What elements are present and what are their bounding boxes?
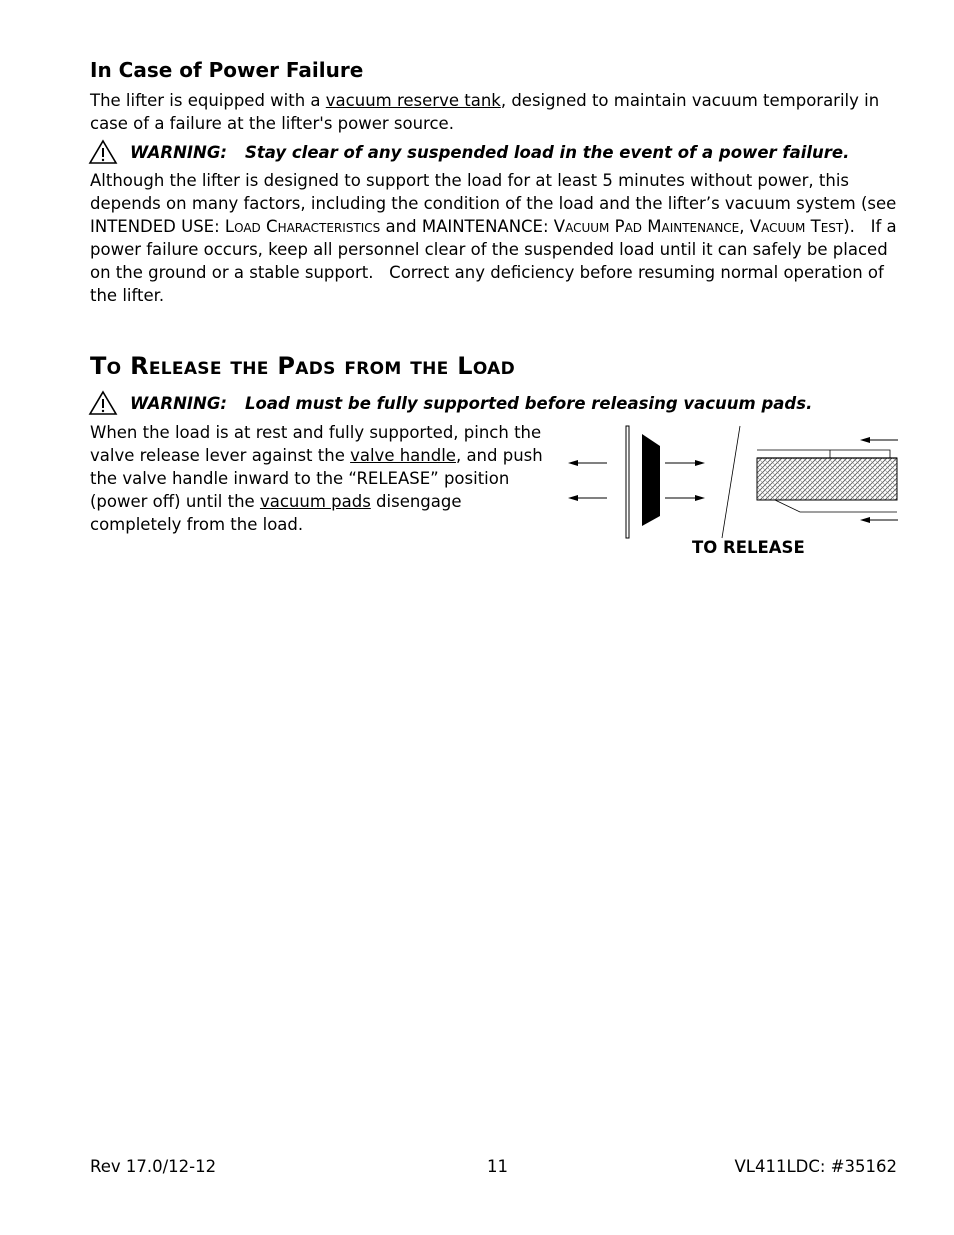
release-warning (88, 390, 812, 416)
divider-line (722, 426, 740, 538)
warning-label: WARNING: (130, 142, 227, 162)
release-body (90, 421, 550, 536)
right-arrow-icon (665, 460, 705, 466)
body-text: Although the lifter is designed to support the load for at least 5 minutes without power, this depends on many factors, including the condition of the load and the lifter’s vacuum system (see INTENDED USE: (90, 171, 897, 236)
left-arrow-icon (568, 495, 607, 501)
warning-text: Load must be fully supported before releasing vacuum pads. (245, 393, 813, 413)
body-text: ). If a power failure occurs, keep all personnel clear of the suspended load until it can safely be placed on the ground or a stable support. Correct any deficiency before resuming normal operation of the lifter. (90, 217, 902, 305)
footer-page-number: 11 (487, 1157, 508, 1176)
plate-outline (626, 426, 629, 538)
ref-load-characteristics: Load Characteristics (224, 217, 381, 236)
power-failure-warning (88, 139, 849, 165)
vacuum-pads-link[interactable]: vacuum pads (259, 492, 371, 511)
right-arrow-icon (665, 495, 705, 501)
warning-triangle-icon (88, 390, 118, 416)
ref-vacuum-test: Vacuum Test (749, 217, 844, 236)
body-text: , (739, 217, 750, 236)
warning-triangle-icon (88, 139, 118, 165)
footer-doc-id: VL411LDC: #35162 (734, 1157, 897, 1176)
valve-handle-link[interactable]: valve handle (350, 446, 456, 465)
ref-vacuum-pad-maintenance: Vacuum Pad Maintenance (553, 217, 740, 236)
intro-text-cont: , designed to maintain vacuum temporarily in case of a failure at the lifter's power source. (90, 91, 880, 133)
body-text: and MAINTENANCE: (380, 217, 554, 236)
left-arrow-icon (568, 460, 607, 466)
warning-label: WARNING: (130, 393, 227, 413)
power-failure-body (90, 169, 902, 307)
intro-text: The lifter is equipped with a (90, 91, 326, 110)
warning-text: Stay clear of any suspended load in the event of a power failure. (245, 142, 850, 162)
left-arrow-icon (860, 437, 898, 443)
vacuum-reserve-tank-link[interactable]: vacuum reserve tank (325, 91, 501, 110)
left-arrow-icon (860, 517, 898, 523)
power-failure-heading: In Case of Power Failure (90, 58, 364, 82)
footer-revision: Rev 17.0/12-12 (90, 1157, 217, 1176)
vacuum-pad-shape (642, 434, 660, 526)
figure-caption: TO RELEASE (692, 538, 805, 557)
release-diagram (560, 420, 905, 545)
body-text: , and push the valve handle inward to the “RELEASE” position (power off) until the (90, 446, 543, 511)
release-section-heading: To Release the Pads from the Load (90, 352, 516, 380)
body-text: disengage completely from the load. (90, 492, 462, 534)
power-failure-intro (90, 89, 890, 135)
load-cross-section (757, 450, 897, 512)
body-text: When the load is at rest and fully supported, pinch the valve release lever against the (90, 423, 542, 465)
